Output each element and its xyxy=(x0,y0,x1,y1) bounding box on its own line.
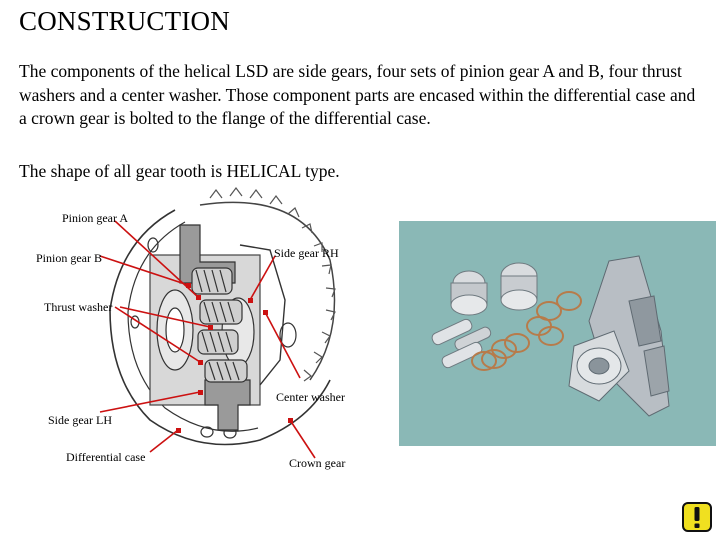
label-side-gear-lh: Side gear LH xyxy=(48,413,112,427)
label-differential-case: Differential case xyxy=(66,450,146,464)
label-side-gear-rh: Side gear RH xyxy=(274,246,339,260)
label-thrust-washer: Thrust washer xyxy=(44,300,113,314)
label-center-washer: Center washer xyxy=(276,390,345,404)
description-paragraph: The components of the helical LSD are side gears, four sets of pinion gear A and B, four thrust washers and a center washer. Those component parts are encased within the differential case and a crown gear is bolted to the flange of the differential case. xyxy=(19,61,696,128)
components-photo xyxy=(399,221,716,446)
label-pinion-gear-a: Pinion gear A xyxy=(62,211,128,225)
label-pinion-gear-b: Pinion gear B xyxy=(36,251,102,265)
gear-type-note: The shape of all gear tooth is HELICAL type. xyxy=(19,161,340,181)
page-title: CONSTRUCTION xyxy=(19,6,230,36)
label-crown-gear: Crown gear xyxy=(289,456,346,470)
exclamation-icon[interactable] xyxy=(682,502,712,532)
